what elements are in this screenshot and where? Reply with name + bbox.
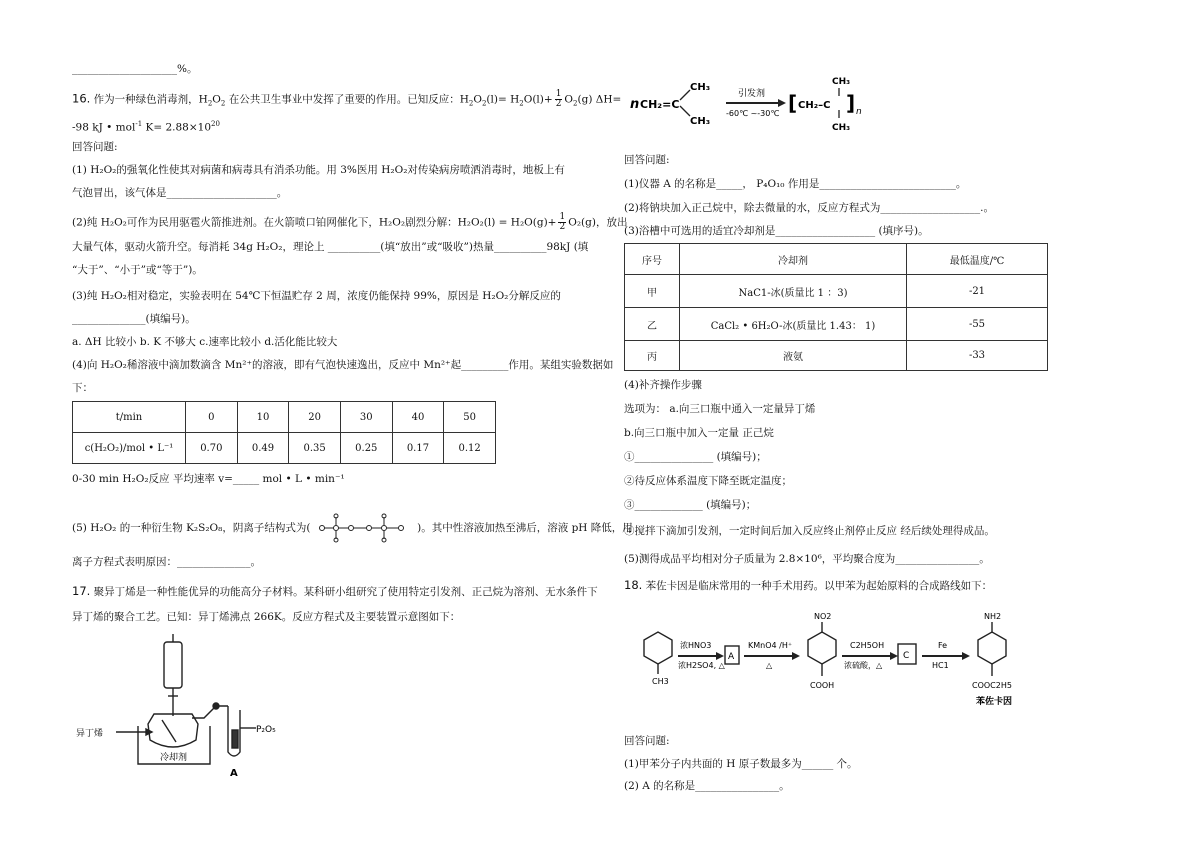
q17-a3: (3)浴槽中可选用的适宜冷却剂是___________________ (填序号)。 xyxy=(624,225,929,237)
q17-step2: ②待反应体系温度下降至既定温度； xyxy=(624,475,792,487)
q17-step1: ①_______________ (填编号)； xyxy=(624,451,767,463)
q18-line1: 18. 苯佐卡因是临床常用的一种手术用药。以甲苯为起始原料的合成路线如下： xyxy=(624,578,993,592)
q16-p1-line2: 气泡冒出，该气体是_____________________。 xyxy=(72,187,288,199)
svg-text:△: △ xyxy=(766,661,773,670)
svg-text:浓硫酸，△: 浓硫酸，△ xyxy=(844,661,883,670)
q18-b1: (1)甲苯分子内共面的 H 原子数最多为______ 个。 xyxy=(624,758,858,770)
q16-number: 16. xyxy=(72,91,91,106)
svg-text:CH₃: CH₃ xyxy=(832,77,851,87)
svg-text:CH₃: CH₃ xyxy=(690,116,711,127)
table-header-row: t/min 0 10 20 30 40 50 xyxy=(73,402,496,433)
arrow-top-label: 引发剂 xyxy=(738,89,766,99)
dryer-label: P₂O₅ xyxy=(256,725,276,735)
half-fraction-2: $\frac{1}{2}$ xyxy=(559,212,566,232)
top-blank: ____________________%。 xyxy=(72,63,198,75)
q17-number: 17. xyxy=(72,584,91,598)
svg-text:n: n xyxy=(856,107,862,117)
q18-answer-label: 回答问题: xyxy=(624,735,670,747)
coolant-table xyxy=(624,243,1048,371)
svg-text:CH₃: CH₃ xyxy=(832,123,851,133)
q17-a1: (1)仪器 A 的名称是_____， P₄O₁₀ 作用是__________________________。 xyxy=(624,178,967,190)
q18-b2: (2) A 的名称是________________。 xyxy=(624,780,790,792)
q17-answer-label: 回答问题: xyxy=(624,154,670,166)
q16-p3-line2: ______________(填编号)。 xyxy=(72,313,196,325)
table-row: c(H₂O₂)/mol • L⁻¹ 0.70 0.49 0.35 0.25 0.17 0.12 xyxy=(73,433,496,464)
svg-text:CH₃: CH₃ xyxy=(690,82,711,93)
svg-text:Fe: Fe xyxy=(938,641,948,650)
q16-p3-options: a. ΔH 比较小 b. K 不够大 c.速率比较小 d.活化能比较大 xyxy=(72,336,338,348)
svg-text:HC1: HC1 xyxy=(932,661,949,670)
q17-line1: 17. 聚异丁烯是一种性能优异的功能高分子材料。某科研小组研究了使用特定引发剂、正己烷为溶剂、无水条件下 xyxy=(72,584,598,598)
q17-a2: (2)将钠块加入正己烷中，除去微量的水，反应方程式为___________________.。 xyxy=(624,202,994,214)
q16-p1-line1: (1) H₂O₂的强氧化性使其对病菌和病毒具有消杀功能。用 3%医用 H₂O₂对传染病房喷洒消毒时，地板上有 xyxy=(72,164,565,176)
q16-p4-rate: 0-30 min H₂O₂反应 平均速率 v=_____ mol • L • min⁻¹ xyxy=(72,473,345,485)
q16-p3-line1: (3)纯 H₂O₂相对稳定，实验表明在 54℃下恒温贮存 2 周，浓度仍能保持 99%，原因是 H₂O₂分解反应的 xyxy=(72,290,561,302)
bath-label: 冷却剂 xyxy=(160,753,188,763)
q16-enthalpy: -98 kJ • mol$^{-1}$ $K= 2.88\times 10^{20}$ xyxy=(72,120,220,134)
svg-text:COOH: COOH xyxy=(810,681,835,690)
svg-text:[: [ xyxy=(788,91,798,115)
svg-text:n: n xyxy=(630,97,640,112)
svg-text:CH₂–C: CH₂–C xyxy=(798,100,831,111)
svg-text:KMnO4 /H⁺: KMnO4 /H⁺ xyxy=(748,641,793,650)
svg-text:NH2: NH2 xyxy=(984,612,1002,621)
svg-text:NO2: NO2 xyxy=(814,612,832,621)
tube-a-label: A xyxy=(230,768,238,779)
box-c-label: C xyxy=(903,651,910,661)
coolant-header-row: 序号 冷却剂 最低温度/℃ xyxy=(625,244,1048,275)
polymerization-equation xyxy=(628,72,888,136)
q16-intro: 16. 作为一种绿色消毒剂，$H_2O_2$ 在公共卫生事业中发挥了重要的作用。已知反应：$H_2O_2(l)= H_2O(l)+$ $\frac{1}{2}$ $O_2(g)$ ΔH= xyxy=(72,89,622,109)
svg-text:CH₂=C: CH₂=C xyxy=(640,98,680,111)
svg-text:浓HNO3: 浓HNO3 xyxy=(680,641,712,650)
q17-step3: ③_____________ (填编号)； xyxy=(624,499,757,511)
table-row: 甲 NaC1-冰(质量比 1 ：3) -21 xyxy=(625,275,1048,308)
q17-step4: ④搅拌下滴加引发剂，一定时间后加入反应终止剂停止反应 经后续处理得成品。 xyxy=(624,525,995,537)
arrow-bottom-label: -60℃ ~-30℃ xyxy=(726,109,780,118)
svg-text:C2H5OH: C2H5OH xyxy=(850,641,885,650)
q16-p2-line2: 大量气体，驱动火箭升空。每消耗 34g H₂O₂，理论上 __________(填“放出”或“吸收”)热量__________98kJ (填 xyxy=(72,241,589,253)
q17-a5: (5)测得成品平均相对分子质量为 2.8×10⁶，平均聚合度为________________。 xyxy=(624,553,990,565)
svg-text:浓H2SO4, △: 浓H2SO4, △ xyxy=(678,661,725,670)
apparatus-diagram xyxy=(76,632,276,788)
table-row: 乙 CaCl₂ • 6H₂O-冰(质量比 1.43： 1) -55 xyxy=(625,308,1048,341)
svg-text:COOC2H5: COOC2H5 xyxy=(972,681,1012,690)
q16-p2-line1: (2)纯 H₂O₂可作为民用驱雹火箭推进剂。在火箭喷口铂网催化下，H₂O₂剧烈分解：H₂O₂(l) = H₂O(g)+ $\frac{1}{2}$ O₂(g)，放出 xyxy=(72,212,628,232)
q16-p5-line1: (5) H₂O₂ 的一种衍生物 K₂S₂O₈，阴离子结构式为( )。其中性溶液加热至沸后，溶液 pH 降低，用 xyxy=(72,513,633,543)
persulfate-structure-icon xyxy=(314,513,414,543)
feed-label: 异丁烯 xyxy=(76,729,104,739)
q17-a4: (4)补齐操作步骤 xyxy=(624,379,702,391)
table-row: 丙 液氨 -33 xyxy=(625,341,1048,371)
q16-p5-line2: 离子方程式表明原因：______________。 xyxy=(72,556,261,568)
q16-p4-line1: (4)向 H₂O₂稀溶液中滴加数滴含 Mn²⁺的溶液，即有气泡快速逸出，反应中 Mn²⁺起_________作用。某组实验数据如 xyxy=(72,359,614,371)
svg-text:苯佐卡因: 苯佐卡因 xyxy=(976,697,1013,707)
q16-answer-label: 回答问题: xyxy=(72,141,118,153)
half-fraction: $\frac{1}{2}$ xyxy=(555,89,562,109)
q16-p2-line3: “大于”、“小于”或“等于”)。 xyxy=(72,264,203,276)
q17-a4-option-b: b.向三口瓶中加入一定量 正己烷 xyxy=(624,427,774,439)
svg-text:CH3: CH3 xyxy=(652,677,669,686)
svg-text:]: ] xyxy=(846,91,856,115)
h2o2-data-table xyxy=(72,401,496,464)
q18-number: 18. xyxy=(624,578,643,592)
box-a-label: A xyxy=(728,652,735,662)
q16-p4-line2: 下： xyxy=(72,382,93,394)
synthesis-route xyxy=(628,610,1048,710)
q17-line2: 异丁烯的聚合工艺。已知：异丁烯沸点 266K。反应方程式及主要装置示意图如下： xyxy=(72,611,461,623)
q17-a4-option-a: 选项为： a.向三口瓶中通入一定量异丁烯 xyxy=(624,403,816,415)
